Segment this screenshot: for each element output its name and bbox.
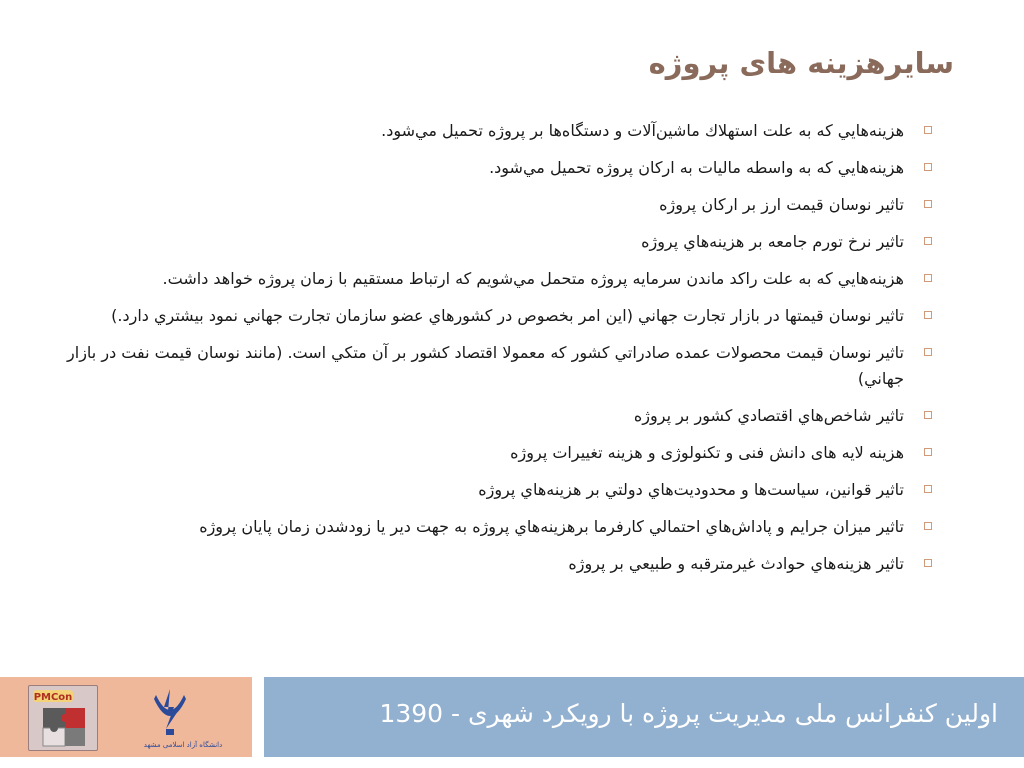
bullet-text: تاثير ميزان جرايم و پاداش‌هاي احتمالي كارفرما برهزينه‌هاي پروژه به جهت دير يا زودشدن زمان پايان پروژه: [199, 517, 904, 536]
list-item: [54, 155, 932, 181]
bullet-square-icon: [924, 485, 932, 493]
bullet-text: تاثير نوسان قيمت محصولات عمده صادراتي كشور كه معمولا اقتصاد كشور بر آن متكي است. (مانند نوسان قيمت نفت در بازار جهاني): [67, 343, 904, 388]
bullet-text: تاثير قوانين، سياست‌ها و محدوديت‌هاي دولتي بر هزينه‌هاي پروژه: [478, 480, 904, 499]
bullet-square-icon: [924, 311, 932, 319]
university-logo: [128, 685, 238, 751]
bullet-text: هزينه‌هايي كه به علت استهلاك ماشين‌آلات و دستگاه‌ها بر پروژه تحميل مي‌شود.: [381, 121, 904, 140]
list-item: [54, 551, 932, 577]
list-item: [54, 440, 932, 466]
slide-title: سایرهزینه های پروژه: [648, 46, 954, 80]
bullet-square-icon: [924, 348, 932, 356]
footer-bar: [264, 677, 1024, 757]
bullet-text: هزینه لایه های دانش فنی و تکنولوژی و هزینه تغییرات پروژه: [510, 443, 904, 462]
bullet-text: تاثير شاخص‌هاي اقتصادي كشور بر پروژه: [633, 406, 904, 425]
list-item: [54, 266, 932, 292]
list-item: [54, 192, 932, 218]
list-item: [54, 340, 932, 392]
azad-university-emblem-icon: [128, 685, 238, 751]
bullet-text: هزينه‌هايي كه به علت راكد ماندن سرمايه پروژه متحمل مي‌شويم كه ارتباط مستقيم با زمان پروژه خواهد داشت.: [162, 269, 904, 288]
bullet-list: [54, 118, 932, 588]
footer-logo-panel: [0, 677, 252, 757]
bullet-square-icon: [924, 274, 932, 282]
bullet-text: تاثير نرخ تورم جامعه بر هزينه‌هاي پروژه: [641, 232, 904, 251]
svg-text:PMCon: PMCon: [33, 692, 73, 703]
list-item: [54, 477, 932, 503]
list-item: [54, 403, 932, 429]
bullet-square-icon: [924, 163, 932, 171]
bullet-text: هزينه‌هايي كه به واسطه ماليات به اركان پروژه تحميل مي‌شود.: [489, 158, 904, 177]
bullet-square-icon: [924, 126, 932, 134]
bullet-square-icon: [924, 522, 932, 530]
bullet-square-icon: [924, 237, 932, 245]
list-item: [54, 229, 932, 255]
bullet-square-icon: [924, 559, 932, 567]
bullet-text: تاثير نوسان قيمت ارز بر اركان پروژه: [659, 195, 904, 214]
pmcon-puzzle-icon: [29, 686, 97, 750]
university-logo-text: دانشگاه آزاد اسلامی مشهد: [143, 741, 223, 749]
bullet-text: تاثير نوسان قيمتها در بازار تجارت جهاني (اين امر بخصوص در كشورهاي عضو سازمان تجارت جهاني نمود بيشتري دارد.): [111, 306, 904, 325]
list-item: [54, 303, 932, 329]
list-item: [54, 514, 932, 540]
conference-title: اولین کنفرانس ملی مدیریت پروژه با رویکرد شهری - 1390: [379, 699, 998, 728]
list-item: [54, 118, 932, 144]
bullet-square-icon: [924, 448, 932, 456]
bullet-square-icon: [924, 200, 932, 208]
bullet-square-icon: [924, 411, 932, 419]
pmcon-logo: [28, 685, 98, 751]
bullet-text: تاثير هزينه‌هاي حوادث غيرمترقبه و طبيعي بر پروژه: [568, 554, 904, 573]
